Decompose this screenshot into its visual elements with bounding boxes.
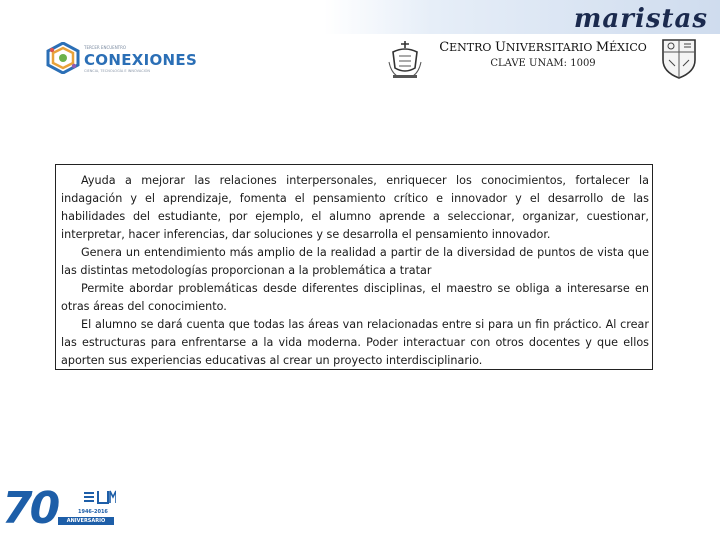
conexiones-hexagon-icon [46,42,80,74]
paragraph: Ayuda a mejorar las relaciones interpersonales, enriquecer los conocimientos, fortalecer la indagación y el aprendizaje, fomenta el pensamiento crítico e innovador y el desarrollo de las habilidades del estudiante, por ejemplo, el alumno aprende a seleccionar, organizar, cuestionar, interpretar, hacer inferencias, dar soluciones y se desarrolla el pensamiento innovador. [61,174,649,241]
paragraph: Permite abordar problemáticas desde diferentes disciplinas, el maestro se obliga a interesarse en otras áreas del conocimiento. [61,282,649,313]
maristas-crest-icon [385,38,425,80]
header-bar [0,0,720,34]
conexiones-title: CONEXIONES [84,51,198,69]
maristas-logo: maristas [573,4,708,34]
cum-emblem-icon [80,487,116,509]
unam-shield-icon [657,36,701,80]
conexiones-top-text: TERCER ENCUENTRO [84,45,127,50]
conexiones-logo [46,40,206,76]
institution-clave: CLAVE UNAM: 1009 [490,58,596,69]
paragraph: El alumno se dará cuenta que todas las áreas van relacionadas entre si para un fin práctico. Al crear las estructuras para enfrentarse a la vida moderna. Poder interactuar con otros docentes y que ellos aporten sus experiencias educativas al crear un proyecto interdisciplinario. [61,318,649,367]
anniversary-logo [0,483,130,540]
anniversary-number: 70 [2,483,58,534]
paragraph: Genera un entendimiento más amplio de la realidad a partir de la diversidad de puntos de vista que las distintas metodologías proporcionan a la problemática a tratar [61,246,649,277]
anniversary-ribbon [58,517,114,525]
anniversary-years: 1946-2016 [78,509,108,515]
conexiones-subtitle: CIENCIA, TECNOLOGÍA E INNOVACIÓN [84,69,151,73]
anniversary-label: ANIVERSARIO [66,518,106,524]
institution-name: CENTRO UNIVERSITARIO MÉXICO [439,40,647,55]
content-text-box [55,164,653,370]
